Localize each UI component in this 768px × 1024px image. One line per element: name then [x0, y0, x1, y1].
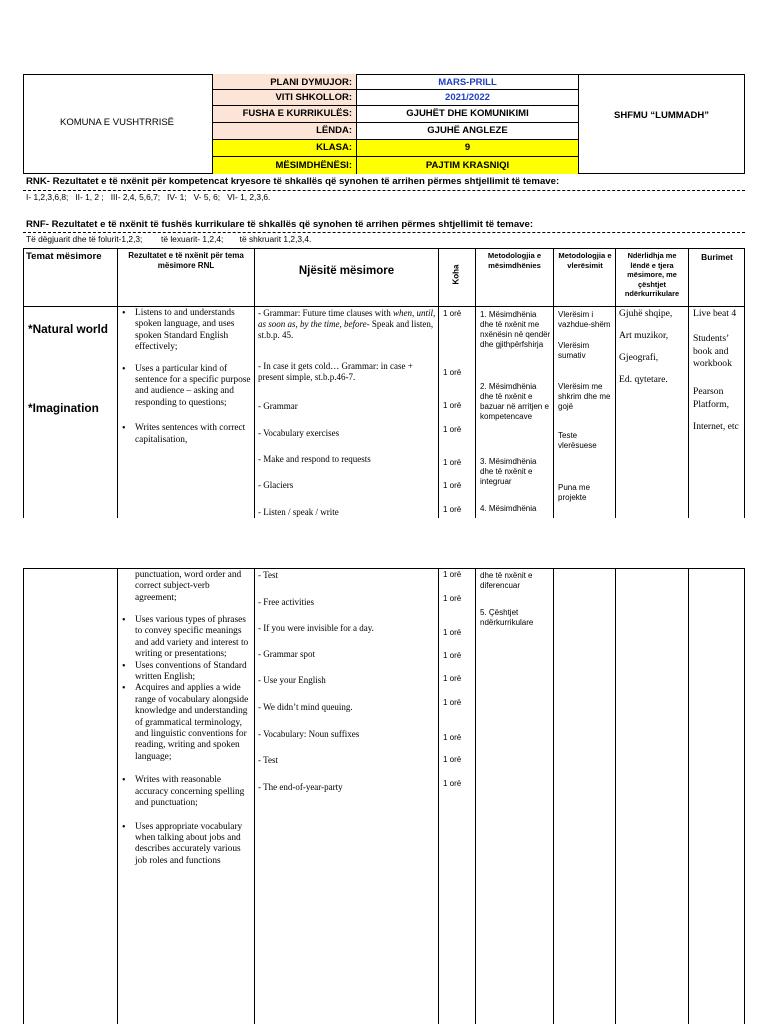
- label-teacher: MËSIMDHËNËSI:: [275, 160, 352, 171]
- topic-imagination: *Imagination: [28, 401, 99, 415]
- col-vleresimi: Metodologjia e vlerësimit: [558, 251, 612, 270]
- assessment-item: Puna me projekte: [558, 483, 591, 502]
- outcome-item: • Uses a particular kind of sentence for a specific purpose and audience – asking and responding to questions;: [118, 364, 252, 410]
- method-item: 3. Mësimdhënia dhe të nxënit e integruar: [480, 457, 537, 486]
- time-cell: 1 orë: [443, 401, 462, 410]
- unit-row: - Grammar spot: [258, 649, 315, 659]
- unit-row: - Vocabulary exercises: [258, 428, 340, 438]
- unit-row: - Grammar: Future time clauses with when, until, as soon as, by the time, before- Speak and listen, st.b.p. 45.: [258, 308, 436, 340]
- value-field: GJUHËT DHE KOMUNIKIMI: [406, 108, 529, 119]
- method-item: 2. Mësimdhënia dhe të nxënit e bazuar në arritjen e kompetencave: [480, 382, 549, 421]
- assessment-item: Teste vlerësuese: [558, 431, 597, 450]
- label-plan: PLANI DYMUJOR:: [270, 77, 352, 88]
- unit-row: - We didn’t mind queuing.: [258, 702, 353, 712]
- col-metodologjia: Metodologjia e mësimdhënies: [487, 251, 542, 270]
- outcome-item: • Uses various types of phrases to convey specific meanings and add variety and interest to writing or presentations;: [118, 615, 252, 661]
- label-subject: LËNDA:: [316, 125, 352, 136]
- time-cell: 1 orë: [443, 594, 462, 603]
- unit-row: - In case it gets cold… Grammar: in case + present simple, st.b.p.46-7.: [258, 361, 413, 382]
- col-rezultatet: Rezultatet e të nxënit për tema mësimore RNL: [128, 251, 244, 270]
- time-cell: 1 orë: [443, 755, 462, 764]
- link-item: Ed. qytetare.: [619, 374, 668, 385]
- time-cell: 1 orë: [443, 458, 462, 467]
- time-cell: 1 orë: [443, 425, 462, 434]
- method-item: dhe të nxënit e diferencuar: [480, 571, 533, 590]
- time-cell: 1 orë: [443, 628, 462, 637]
- method-item: 4. Mësimdhënia: [480, 504, 537, 513]
- topic-natural-world: *Natural world: [28, 322, 108, 336]
- col-koha: Koha: [451, 264, 461, 285]
- col-njesite: Njësitë mësimore: [298, 265, 395, 277]
- time-cell: 1 orë: [443, 733, 462, 742]
- col-burimet: Burimet: [701, 252, 733, 262]
- time-cell: 1 orë: [443, 570, 462, 579]
- col-temat: Temat mësimore: [26, 251, 102, 262]
- school-label: SHFMU “LUMMADH”: [614, 110, 709, 121]
- assessment-item: Vlerësim me shkrim dhe me gojë: [558, 382, 611, 411]
- resource-item: Pearson Platform,: [693, 386, 729, 410]
- unit-row: - Listen / speak / write: [258, 507, 339, 517]
- unit-row: - Test: [258, 570, 278, 580]
- outcome-item: • Uses conventions of Standard written English;: [118, 661, 252, 684]
- time-cell: 1 orë: [443, 779, 462, 788]
- outcome-item: • Uses appropriate vocabulary when talking about jobs and describes accurately various job roles and functions: [118, 822, 252, 868]
- value-teacher: PAJTIM KRASNIQI: [425, 160, 510, 171]
- unit-row: - Vocabulary: Noun suffixes: [258, 729, 360, 739]
- resource-item: Live beat 4: [693, 308, 737, 319]
- assessment-item: Vlerësim i vazhdue-shëm: [558, 310, 611, 329]
- unit-row: - Glaciers: [258, 480, 294, 490]
- rnk-title: RNK- Rezultatet e të nxënit për kompetencat kryesore të shkallës që synohen të arrihen përmes shtjellimit të temave:: [26, 176, 560, 187]
- unit-row: - Grammar: [258, 401, 298, 411]
- time-cell: 1 orë: [443, 674, 462, 683]
- outcome-item: • Listens to and understands spoken language, and uses spoken Standard English effectively;: [118, 308, 252, 354]
- outcome-continuation: punctuation, word order and correct subject-verb agreement;: [135, 570, 242, 603]
- link-item: Art muzikor,: [619, 330, 669, 341]
- value-subject: GJUHË ANGLEZE: [427, 125, 508, 136]
- rnf-items: Të dëgjuarit dhe të folurit-1,2,3; të lexuarit- 1,2,4; të shkruarit 1,2,3,4.: [26, 234, 312, 244]
- header-grid: [212, 74, 578, 174]
- time-cell: 1 orë: [443, 368, 462, 377]
- unit-row: - Free activities: [258, 597, 314, 607]
- label-field: FUSHA E KURRIKULËS:: [242, 108, 352, 119]
- col-nderlidhja: Ndërlidhja me lëndë e tjera mësimore, me çështjet ndërkurrikulare: [624, 251, 680, 298]
- resource-item: Internet, etc: [693, 421, 739, 432]
- time-cell: 1 orë: [443, 481, 462, 490]
- value-class: 9: [464, 142, 471, 153]
- unit-row: - Test: [258, 755, 278, 765]
- outcome-item: • Acquires and applies a wide range of vocabulary alongside knowledge and understanding of grammatical terminology, and linguistic conventions for reading, writing and spoken language;: [118, 683, 252, 763]
- outcome-item: • Writes with reasonable accuracy concerning spelling and punctuation;: [118, 775, 252, 809]
- time-cell: 1 orë: [443, 651, 462, 660]
- rnf-title: RNF- Rezultatet e të nxënit të fushës kurrikulare të shkallës që synohen të arrihen përmes shtjellimit të temave:: [26, 219, 534, 230]
- unit-row: - The end-of-year-party: [258, 782, 343, 792]
- unit-row: - Use your English: [258, 675, 326, 685]
- assessment-item: Vlerësim sumativ: [558, 341, 590, 360]
- label-class: KLASA:: [316, 142, 352, 153]
- time-cell: 1 orë: [443, 698, 462, 707]
- unit-row: - Make and respond to requests: [258, 454, 371, 464]
- link-item: Gjeografi,: [619, 352, 659, 363]
- method-item: 5. Çështjet ndërkurrikulare: [480, 608, 534, 627]
- value-plan: MARS-PRILL: [438, 77, 497, 88]
- time-cell: 1 orë: [443, 505, 462, 514]
- outcome-item: • Writes sentences with correct capitalisation,: [118, 423, 252, 446]
- unit-row: - If you were invisible for a day.: [258, 623, 374, 633]
- resource-item: Students’ book and workbook: [693, 333, 732, 369]
- municipality-label: KOMUNA E VUSHTRRISË: [59, 117, 175, 128]
- rnk-items: I- 1,2,3,6,8; II- 1, 2 ; III- 2,4, 5,6,7; IV- 1; V- 5, 6; VI- 1, 2,3,6.: [26, 192, 271, 202]
- value-year: 2021/2022: [445, 92, 490, 103]
- outcomes-list-p1: [118, 308, 252, 446]
- method-item: 1. Mësimdhënia dhe të nxënit me nxënësin në qendër dhe gjithpërfshirja: [480, 310, 551, 349]
- outcomes-list-p2: [118, 615, 252, 867]
- time-cell: 1 orë: [443, 309, 462, 318]
- label-year: VITI SHKOLLOR:: [275, 92, 352, 103]
- link-item: Gjuhë shqipe,: [619, 308, 673, 319]
